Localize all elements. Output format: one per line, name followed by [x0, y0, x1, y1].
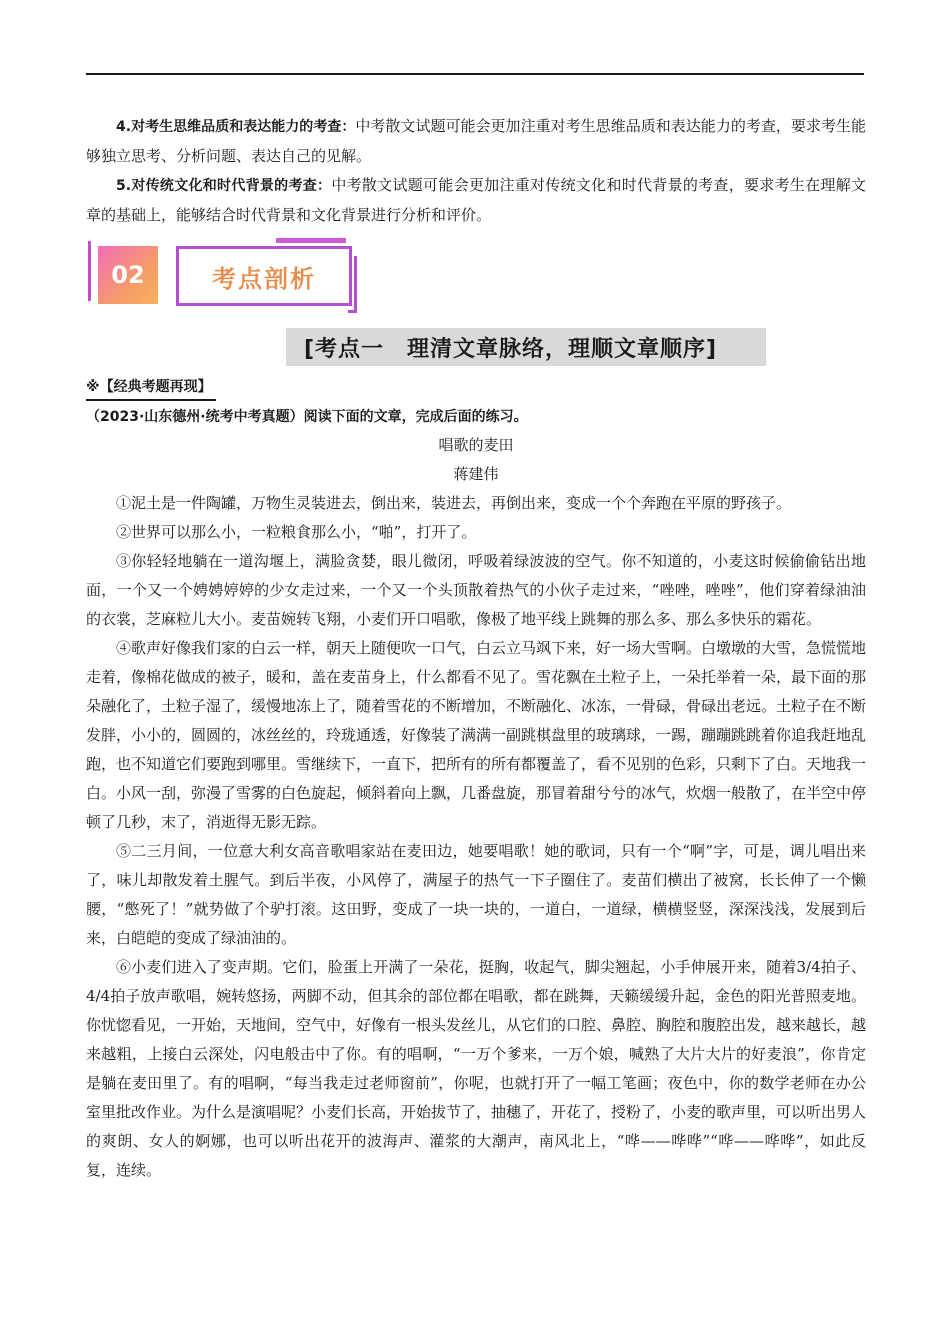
- article-title: 唱歌的麦田: [438, 436, 514, 454]
- article-paragraph-1: ①泥土是一件陶罐，万物生灵装进去，倒出来，装进去，再倒出来，变成一个个奔跑在平原的野孩子。: [116, 494, 792, 512]
- badge-title: 考点剖析: [176, 246, 352, 306]
- intro-paragraph-5: [86, 171, 866, 230]
- question-source: （2023·山东德州·统考中考真题）阅读下面的文章，完成后面的练习。: [86, 409, 528, 425]
- badge-corner-decoration: [348, 256, 357, 313]
- intro-lead: 4.对考生思维品质和表达能力的考查：: [116, 119, 356, 135]
- intro-text: 中考散文试题可能会更加注重对考生思维品质和表达能力的考查，要求考生能够独立思考、分析问题、表达自己的见解。: [86, 117, 866, 165]
- intro-text: 中考散文试题可能会更加注重对传统文化和时代背景的考查，要求考生在理解文章的基础上，能够结合时代背景和文化背景进行分析和评价。: [86, 176, 866, 224]
- badge-frame: [88, 241, 97, 301]
- badge-decoration: [276, 238, 346, 243]
- article-author: 蒋建伟: [453, 465, 499, 483]
- article-paragraph-3: ③你轻轻地躺在一道沟堰上，满脸贪婪，眼儿微闭，呼吸着绿波波的空气。你不知道的，小麦这时候偷偷钻出地面，一个又一个娉娉婷婷的少女走过来，一个又一个头顶散着热气的小伙子走过来，“唑唑，唑唑”，他们穿着绿油油的衣裳，芝麻粒儿大小。麦苗婉转飞翔，小麦们开口唱歌，像极了地平线上跳舞的那么多、那么多快乐的霜花。: [86, 552, 866, 628]
- badge-number: 02: [98, 246, 158, 304]
- intro-lead: 5.对传统文化和时代背景的考查：: [116, 178, 332, 194]
- article-paragraph-5: ⑤二三月间，一位意大利女高音歌唱家站在麦田边，她要唱歌！她的歌词，只有一个“啊”字，可是，调儿唱出来了，味儿却散发着土腥气。到后半夜，小风停了，满屋子的热气一下子圈住了。麦苗们横出了被窝，长长伸了一个懒腰，“憋死了！”就势做了个驴打滚。这田野，变成了一块一块的，一道白，一道绿，横横竖竖，深深浅浅，发展到后来，白皑皑的变成了绿油油的。: [86, 842, 866, 947]
- page-content: [86, 112, 866, 1185]
- classic-question-marker: ※【经典考题再现】: [86, 376, 216, 401]
- intro-paragraph-4: [86, 112, 866, 171]
- article-paragraph-2: ②世界可以那么小，一粒粮食那么小，“啪”，打开了。: [116, 523, 477, 541]
- article-paragraph-4: ④歌声好像我们家的白云一样，朝天上随便吹一口气，白云立马飒下来，好一场大雪啊。白墩墩的大雪，急慌慌地走着，像棉花做成的被子，暖和，盖在麦苗身上，什么都看不见了。雪花飘在土粒子上，一朵托举着一朵，最下面的那朵融化了，土粒子湿了，缓慢地冻上了，随着雪花的不断增加，不断融化、冰冻，一骨碌，骨碌出老远。土粒子在不断发胖，小小的，圆圆的，冰丝丝的，玲珑通透，好像装了满满一副跳棋盘里的玻璃球，一踢，蹦蹦跳跳着你追我赶地乱跑，也不知道它们要跑到哪里。雪继续下，一直下，把所有的所有都覆盖了，看不见别的色彩，只剩下了白。天地我一白。小风一刮，弥漫了雪雾的白色旋起，倾斜着向上飘，几番盘旋，那冒着甜兮兮的冰气，炊烟一般散了，在半空中停顿了几秒，末了，消逝得无影无踪。: [86, 639, 867, 831]
- section-badge: [86, 238, 866, 322]
- article-paragraph-6: ⑥小麦们进入了变声期。它们，脸蛋上开满了一朵花，挺胸，收起气，脚尖翘起，小手伸展开来，随着3/4拍子、4/4拍子放声歌唱，婉转悠扬，两脚不动，但其余的部位都在唱歌，都在跳舞，天籁缓缓升起，金色的阳光普照麦地。你忧惚看见，一开始，天地间，空气中，好像有一根头发丝儿，从它们的口腔、鼻腔、胸腔和腹腔出发，越来越长，越来越粗，上接白云深处，闪电般击中了你。有的唱啊，“一万个爹来，一万个娘，喊熟了大片大片的好麦浪”，你肯定是躺在麦田里了。有的唱啊，“每当我走过老师窗前”，你呢，也就打开了一幅工笔画；夜色中，你的数学老师在办公室里批改作业。为什么是演唱呢？小麦们长高，开始拔节了，抽穗了，开花了，授粉了，小麦的歌声里，可以听出男人的爽朗、女人的婀娜，也可以听出花开的波海声、灌浆的大潮声，南风北上，“哗——哗哗”“哗——哗哗”，如此反复，连续。: [86, 958, 867, 1179]
- section-title: [考点一 理清文章脉络，理顺文章顺序]: [286, 328, 766, 366]
- header-rule: [86, 73, 864, 75]
